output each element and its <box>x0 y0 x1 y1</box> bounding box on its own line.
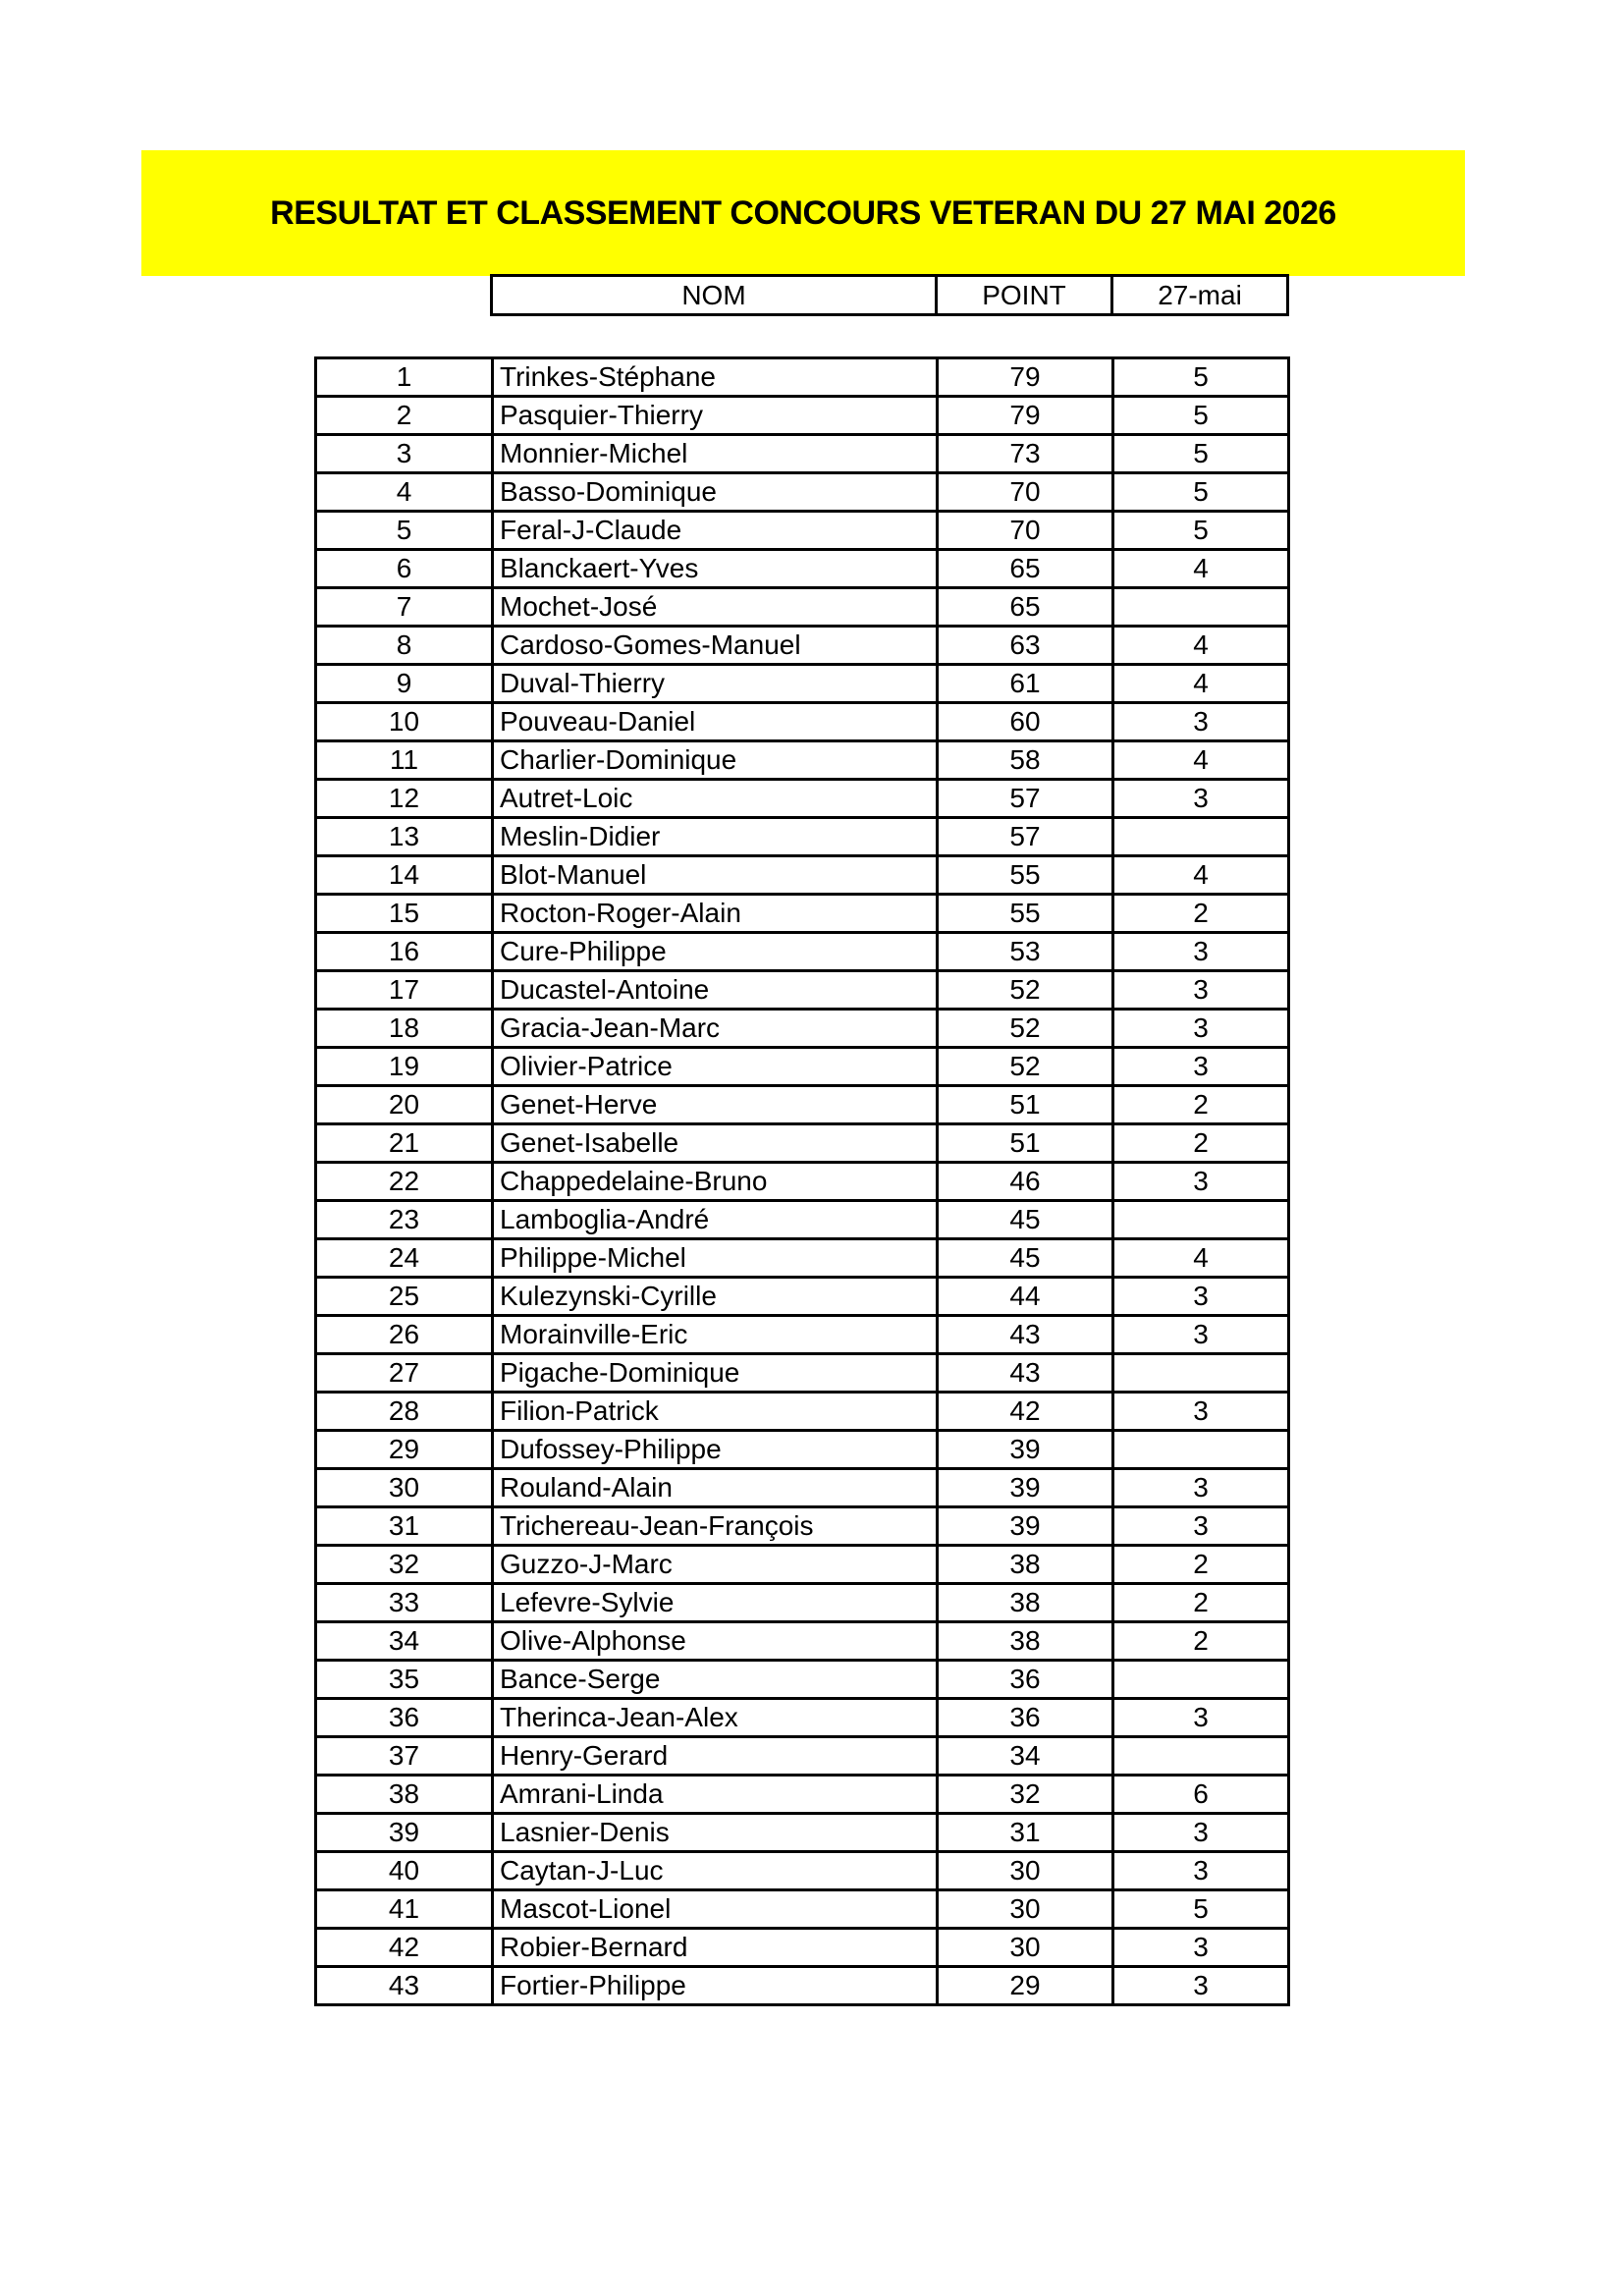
table-row <box>316 1239 1289 1278</box>
day-cell: 5 <box>1113 397 1289 435</box>
table-row <box>316 703 1289 741</box>
points-cell: 79 <box>938 397 1113 435</box>
day-cell: 3 <box>1113 1393 1289 1431</box>
name-cell: Trinkes-Stéphane <box>493 358 938 397</box>
table-row <box>316 1086 1289 1124</box>
day-cell: 6 <box>1113 1776 1289 1814</box>
points-cell: 55 <box>938 895 1113 933</box>
header-day: 27-mai <box>1112 276 1288 315</box>
name-cell: Robier-Bernard <box>493 1929 938 1967</box>
table-row <box>316 435 1289 473</box>
day-cell: 3 <box>1113 1929 1289 1967</box>
table-row <box>316 1354 1289 1393</box>
name-cell: Pasquier-Thierry <box>493 397 938 435</box>
table-row <box>316 1431 1289 1469</box>
day-cell: 3 <box>1113 1010 1289 1048</box>
table-row <box>316 1316 1289 1354</box>
rank-cell: 36 <box>316 1699 493 1737</box>
table-row <box>316 1393 1289 1431</box>
rank-cell: 3 <box>316 435 493 473</box>
points-cell: 51 <box>938 1086 1113 1124</box>
day-cell: 5 <box>1113 435 1289 473</box>
points-cell: 58 <box>938 741 1113 780</box>
table-row <box>316 473 1289 512</box>
points-cell: 34 <box>938 1737 1113 1776</box>
table-row <box>316 780 1289 818</box>
table-row <box>316 1010 1289 1048</box>
rank-cell: 19 <box>316 1048 493 1086</box>
points-cell: 36 <box>938 1661 1113 1699</box>
day-cell: 3 <box>1113 1469 1289 1507</box>
name-cell: Lasnier-Denis <box>493 1814 938 1852</box>
name-cell: Basso-Dominique <box>493 473 938 512</box>
day-cell: 4 <box>1113 1239 1289 1278</box>
rank-cell: 6 <box>316 550 493 588</box>
day-cell: 2 <box>1113 1622 1289 1661</box>
table-row <box>316 741 1289 780</box>
name-cell: Rouland-Alain <box>493 1469 938 1507</box>
name-cell: Cardoso-Gomes-Manuel <box>493 627 938 665</box>
day-cell: 2 <box>1113 895 1289 933</box>
day-cell: 5 <box>1113 358 1289 397</box>
rank-cell: 41 <box>316 1890 493 1929</box>
day-cell <box>1113 818 1289 856</box>
rank-cell: 10 <box>316 703 493 741</box>
table-row <box>316 895 1289 933</box>
day-cell <box>1113 1661 1289 1699</box>
points-cell: 52 <box>938 1010 1113 1048</box>
table-row <box>316 1661 1289 1699</box>
day-cell: 3 <box>1113 1163 1289 1201</box>
header-points: POINT <box>937 276 1112 315</box>
points-cell: 65 <box>938 550 1113 588</box>
table-row <box>316 1278 1289 1316</box>
name-cell: Morainville-Eric <box>493 1316 938 1354</box>
points-cell: 30 <box>938 1852 1113 1890</box>
points-cell: 52 <box>938 971 1113 1010</box>
rank-cell: 8 <box>316 627 493 665</box>
rank-cell: 17 <box>316 971 493 1010</box>
rank-cell: 16 <box>316 933 493 971</box>
name-cell: Blot-Manuel <box>493 856 938 895</box>
points-cell: 32 <box>938 1776 1113 1814</box>
points-cell: 30 <box>938 1929 1113 1967</box>
rank-cell: 38 <box>316 1776 493 1814</box>
day-cell: 3 <box>1113 1699 1289 1737</box>
rank-cell: 43 <box>316 1967 493 2005</box>
day-cell <box>1113 588 1289 627</box>
day-cell <box>1113 1201 1289 1239</box>
name-cell: Philippe-Michel <box>493 1239 938 1278</box>
rank-cell: 2 <box>316 397 493 435</box>
name-cell: Lamboglia-André <box>493 1201 938 1239</box>
day-cell: 4 <box>1113 741 1289 780</box>
table-row <box>316 1546 1289 1584</box>
rank-cell: 13 <box>316 818 493 856</box>
table-row <box>316 1776 1289 1814</box>
day-cell: 2 <box>1113 1584 1289 1622</box>
table-row <box>316 1124 1289 1163</box>
points-cell: 45 <box>938 1201 1113 1239</box>
points-cell: 63 <box>938 627 1113 665</box>
day-cell: 3 <box>1113 1316 1289 1354</box>
points-cell: 38 <box>938 1584 1113 1622</box>
day-cell: 3 <box>1113 971 1289 1010</box>
name-cell: Genet-Herve <box>493 1086 938 1124</box>
points-cell: 53 <box>938 933 1113 971</box>
rank-cell: 37 <box>316 1737 493 1776</box>
points-cell: 57 <box>938 818 1113 856</box>
day-cell: 4 <box>1113 550 1289 588</box>
rank-cell: 26 <box>316 1316 493 1354</box>
points-cell: 73 <box>938 435 1113 473</box>
rank-cell: 40 <box>316 1852 493 1890</box>
name-cell: Meslin-Didier <box>493 818 938 856</box>
table-row <box>316 627 1289 665</box>
points-cell: 57 <box>938 780 1113 818</box>
rank-cell: 23 <box>316 1201 493 1239</box>
rank-cell: 15 <box>316 895 493 933</box>
table-row <box>316 358 1289 397</box>
day-cell <box>1113 1354 1289 1393</box>
name-cell: Pigache-Dominique <box>493 1354 938 1393</box>
day-cell: 5 <box>1113 512 1289 550</box>
day-cell: 3 <box>1113 933 1289 971</box>
rank-cell: 24 <box>316 1239 493 1278</box>
table-row <box>316 1890 1289 1929</box>
name-cell: Therinca-Jean-Alex <box>493 1699 938 1737</box>
points-cell: 51 <box>938 1124 1113 1163</box>
ranking-rows <box>316 358 1289 2005</box>
rank-cell: 11 <box>316 741 493 780</box>
points-cell: 42 <box>938 1393 1113 1431</box>
day-cell: 3 <box>1113 1814 1289 1852</box>
day-cell: 2 <box>1113 1124 1289 1163</box>
ranking-table <box>314 356 1290 2006</box>
points-cell: 52 <box>938 1048 1113 1086</box>
rank-cell: 27 <box>316 1354 493 1393</box>
name-cell: Olivier-Patrice <box>493 1048 938 1086</box>
name-cell: Kulezynski-Cyrille <box>493 1278 938 1316</box>
name-cell: Fortier-Philippe <box>493 1967 938 2005</box>
rank-cell: 12 <box>316 780 493 818</box>
rank-cell: 25 <box>316 1278 493 1316</box>
day-cell: 4 <box>1113 665 1289 703</box>
points-cell: 43 <box>938 1354 1113 1393</box>
table-row <box>316 1622 1289 1661</box>
rank-cell: 18 <box>316 1010 493 1048</box>
points-cell: 30 <box>938 1890 1113 1929</box>
name-cell: Filion-Patrick <box>493 1393 938 1431</box>
points-cell: 36 <box>938 1699 1113 1737</box>
points-cell: 38 <box>938 1546 1113 1584</box>
name-cell: Genet-Isabelle <box>493 1124 938 1163</box>
name-cell: Feral-J-Claude <box>493 512 938 550</box>
day-cell: 2 <box>1113 1546 1289 1584</box>
rank-cell: 34 <box>316 1622 493 1661</box>
points-cell: 65 <box>938 588 1113 627</box>
rank-cell: 14 <box>316 856 493 895</box>
header-table <box>490 274 1289 316</box>
name-cell: Monnier-Michel <box>493 435 938 473</box>
rank-cell: 35 <box>316 1661 493 1699</box>
rank-cell: 4 <box>316 473 493 512</box>
table-row <box>316 1163 1289 1201</box>
rank-cell: 1 <box>316 358 493 397</box>
rank-cell: 29 <box>316 1431 493 1469</box>
table-row <box>316 1048 1289 1086</box>
day-cell <box>1113 1737 1289 1776</box>
table-row <box>316 550 1289 588</box>
name-cell: Dufossey-Philippe <box>493 1431 938 1469</box>
points-cell: 70 <box>938 473 1113 512</box>
day-cell: 2 <box>1113 1086 1289 1124</box>
rank-cell: 9 <box>316 665 493 703</box>
table-row <box>316 1967 1289 2005</box>
name-cell: Cure-Philippe <box>493 933 938 971</box>
table-row <box>316 1852 1289 1890</box>
table-row <box>316 1584 1289 1622</box>
name-cell: Mochet-José <box>493 588 938 627</box>
rank-cell: 20 <box>316 1086 493 1124</box>
rank-cell: 39 <box>316 1814 493 1852</box>
day-cell: 5 <box>1113 1890 1289 1929</box>
rank-cell: 28 <box>316 1393 493 1431</box>
day-cell: 4 <box>1113 627 1289 665</box>
table-row <box>316 1737 1289 1776</box>
name-cell: Mascot-Lionel <box>493 1890 938 1929</box>
name-cell: Guzzo-J-Marc <box>493 1546 938 1584</box>
name-cell: Duval-Thierry <box>493 665 938 703</box>
points-cell: 46 <box>938 1163 1113 1201</box>
day-cell: 3 <box>1113 1852 1289 1890</box>
name-cell: Autret-Loic <box>493 780 938 818</box>
title-banner <box>141 150 1465 276</box>
points-cell: 39 <box>938 1507 1113 1546</box>
name-cell: Lefevre-Sylvie <box>493 1584 938 1622</box>
rank-cell: 32 <box>316 1546 493 1584</box>
table-row <box>316 665 1289 703</box>
table-row <box>316 1201 1289 1239</box>
day-cell: 3 <box>1113 780 1289 818</box>
rank-cell: 22 <box>316 1163 493 1201</box>
points-cell: 43 <box>938 1316 1113 1354</box>
header-name: NOM <box>492 276 937 315</box>
points-cell: 60 <box>938 703 1113 741</box>
table-row <box>316 1469 1289 1507</box>
name-cell: Caytan-J-Luc <box>493 1852 938 1890</box>
points-cell: 79 <box>938 358 1113 397</box>
points-cell: 31 <box>938 1814 1113 1852</box>
points-cell: 39 <box>938 1431 1113 1469</box>
day-cell: 3 <box>1113 1278 1289 1316</box>
table-row <box>316 397 1289 435</box>
name-cell: Ducastel-Antoine <box>493 971 938 1010</box>
header-row <box>492 276 1288 315</box>
table-row <box>316 1929 1289 1967</box>
name-cell: Gracia-Jean-Marc <box>493 1010 938 1048</box>
name-cell: Olive-Alphonse <box>493 1622 938 1661</box>
page-title: RESULTAT ET CLASSEMENT CONCOURS VETERAN DU 27 MAI 2026 <box>270 193 1336 232</box>
points-cell: 45 <box>938 1239 1113 1278</box>
name-cell: Rocton-Roger-Alain <box>493 895 938 933</box>
points-cell: 55 <box>938 856 1113 895</box>
table-row <box>316 856 1289 895</box>
table-row <box>316 971 1289 1010</box>
points-cell: 38 <box>938 1622 1113 1661</box>
table-row <box>316 512 1289 550</box>
rank-cell: 7 <box>316 588 493 627</box>
name-cell: Charlier-Dominique <box>493 741 938 780</box>
points-cell: 39 <box>938 1469 1113 1507</box>
day-cell: 3 <box>1113 1048 1289 1086</box>
day-cell: 5 <box>1113 473 1289 512</box>
table-row <box>316 818 1289 856</box>
rank-cell: 33 <box>316 1584 493 1622</box>
day-cell <box>1113 1431 1289 1469</box>
name-cell: Blanckaert-Yves <box>493 550 938 588</box>
name-cell: Bance-Serge <box>493 1661 938 1699</box>
points-cell: 44 <box>938 1278 1113 1316</box>
day-cell: 3 <box>1113 1967 1289 2005</box>
table-row <box>316 1507 1289 1546</box>
name-cell: Chappedelaine-Bruno <box>493 1163 938 1201</box>
table-row <box>316 933 1289 971</box>
table-row <box>316 1814 1289 1852</box>
points-cell: 61 <box>938 665 1113 703</box>
rank-cell: 31 <box>316 1507 493 1546</box>
rank-cell: 5 <box>316 512 493 550</box>
table-row <box>316 1699 1289 1737</box>
day-cell: 3 <box>1113 1507 1289 1546</box>
name-cell: Pouveau-Daniel <box>493 703 938 741</box>
day-cell: 3 <box>1113 703 1289 741</box>
points-cell: 29 <box>938 1967 1113 2005</box>
name-cell: Henry-Gerard <box>493 1737 938 1776</box>
table-row <box>316 588 1289 627</box>
rank-cell: 21 <box>316 1124 493 1163</box>
name-cell: Amrani-Linda <box>493 1776 938 1814</box>
rank-cell: 30 <box>316 1469 493 1507</box>
rank-cell: 42 <box>316 1929 493 1967</box>
name-cell: Trichereau-Jean-François <box>493 1507 938 1546</box>
day-cell: 4 <box>1113 856 1289 895</box>
points-cell: 70 <box>938 512 1113 550</box>
